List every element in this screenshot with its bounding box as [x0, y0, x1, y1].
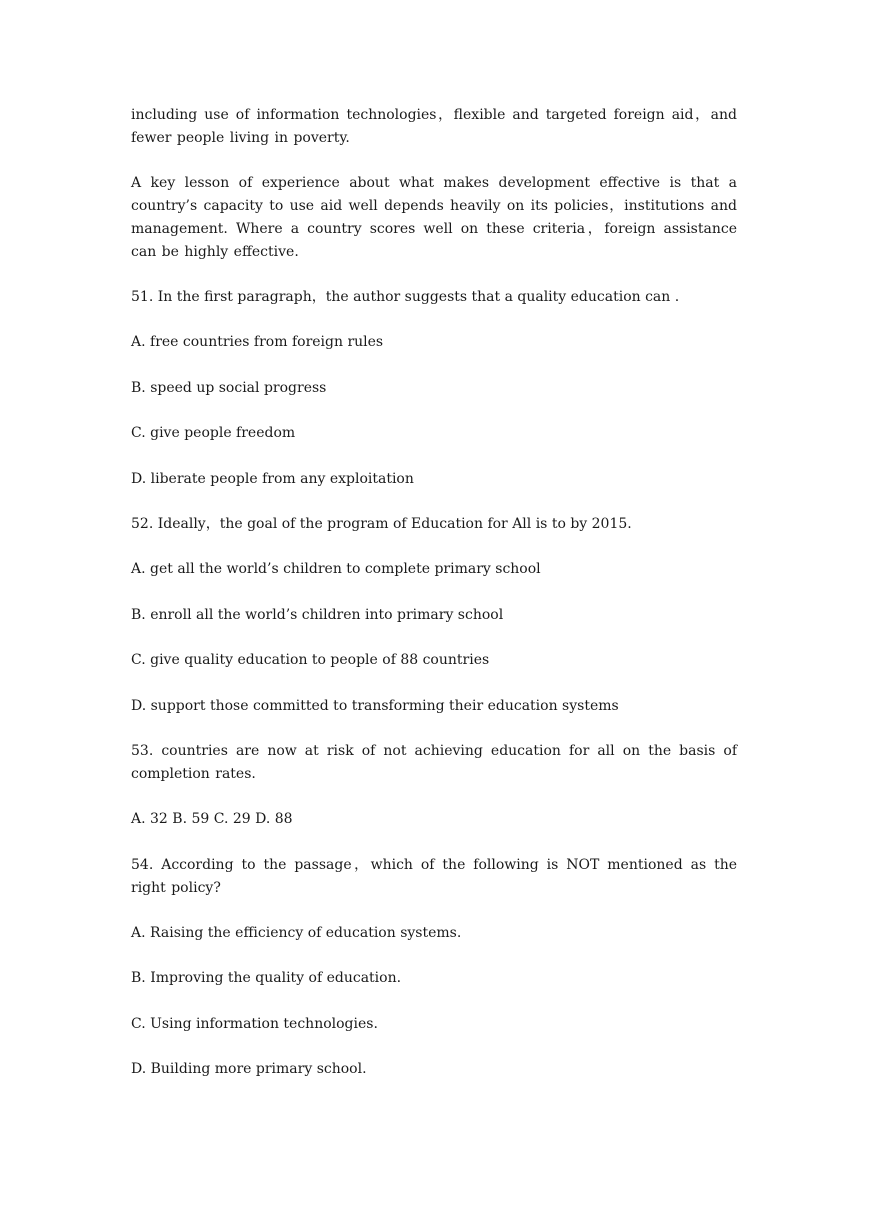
question-54 — [131, 854, 737, 1082]
question-stem: 51. In the first paragraph，the author suggests that a quality education can . — [131, 289, 680, 305]
question-stem: 52. Ideally，the goal of the program of Education for All is to by 2015. — [131, 516, 632, 532]
answer-option: A. Raising the efficiency of education systems. — [131, 924, 462, 941]
question-52 — [131, 513, 737, 718]
passage-paragraph-2: A key lesson of experience about what makes development effective is that a country’s capacity to use aid well depends heavily on its policies，institutions and management. Where a country scores well on these criteria，foreign assistance can be highly effective. — [131, 175, 737, 260]
answer-option: A. free countries from foreign rules — [131, 334, 384, 350]
answer-option: C. give people freedom — [131, 425, 296, 441]
document-page — [131, 104, 737, 1104]
answer-option: D. support those committed to transforming their education systems — [131, 697, 619, 714]
answer-option: D. liberate people from any exploitation — [131, 470, 414, 487]
answer-option: D. Building more primary school. — [131, 1061, 367, 1077]
question-stem: 54. According to the passage，which of the following is NOT mentioned as the right policy? — [131, 856, 737, 896]
answer-option: B. speed up social progress — [131, 379, 327, 396]
answer-options-inline: A. 32 B. 59 C. 29 D. 88 — [131, 811, 293, 827]
answer-option: C. give quality education to people of 88 countries — [131, 652, 490, 668]
question-stem: 53. countries are now at risk of not achieving education for all on the basis of completion rates. — [131, 743, 737, 782]
answer-option: C. Using information technologies. — [131, 1015, 378, 1032]
answer-option: B. Improving the quality of education. — [131, 970, 402, 986]
question-51 — [131, 286, 737, 491]
answer-option: A. get all the world’s children to complete primary school — [131, 561, 541, 577]
passage-paragraph-1: including use of information technologies，flexible and targeted foreign aid，and fewer people living in poverty. — [131, 107, 737, 146]
question-53 — [131, 740, 737, 831]
answer-option: B. enroll all the world’s children into primary school — [131, 606, 504, 623]
